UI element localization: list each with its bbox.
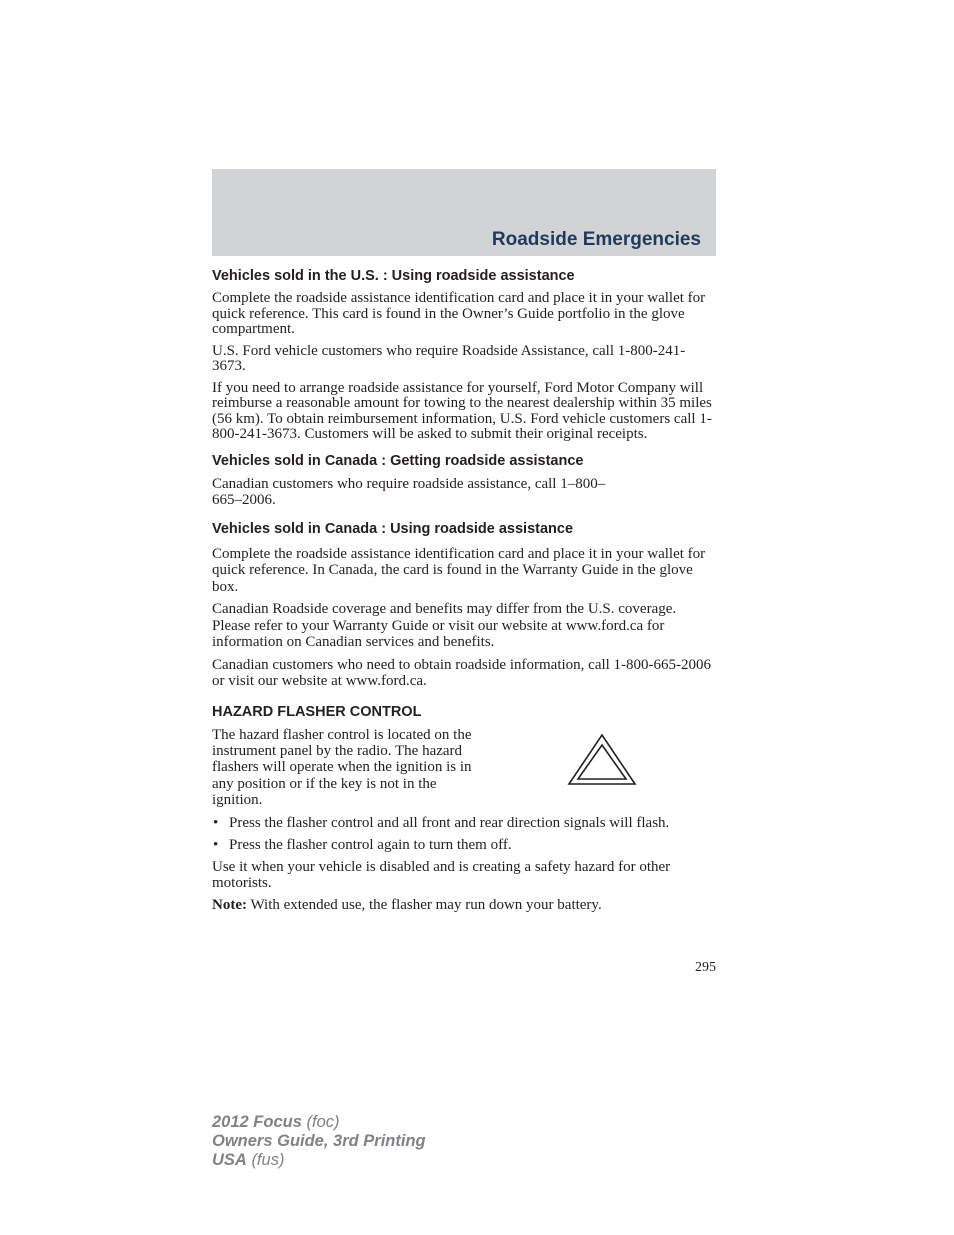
heading-canada-getting: Vehicles sold in Canada : Getting roadside assistance [212,452,584,469]
footer-line-model: 2012 Focus (foc) [212,1113,340,1131]
paragraph: If you need to arrange roadside assistance for yourself, Ford Motor Company will reimburse a reasonable amount for towing to the nearest dealership within 35 miles (56 km). To obtain reimbursement information, U.S. Ford vehicle customers call 1-800-241-3673. Customers will be asked to submit their original receipts. [212,379,712,442]
paragraph: Complete the roadside assistance identification card and place it in your wallet for quick reference. In Canada, the card is found in the Warranty Guide in the glove box. [212,545,706,595]
heading-us-roadside: Vehicles sold in the U.S. : Using roadside assistance [212,268,575,284]
footer-line-guide: Owners Guide, 3rd Printing [212,1132,426,1150]
page-number: 295 [695,960,716,975]
paragraph: The hazard flasher control is located on the instrument panel by the radio. The hazard flashers will operate when the ignition is in any position or if the key is not in the ignition. [212,726,472,809]
hazard-triangle-icon [567,733,637,787]
paragraph: U.S. Ford vehicle customers who require Roadside Assistance, call 1-800-241-3673. [212,342,686,374]
hazard-section [212,727,716,809]
heading-canada-using: Vehicles sold in Canada : Using roadside assistance [212,520,574,537]
note-label: Note: [212,896,247,913]
paragraph: Canadian customers who require roadside assistance, call 1–800–665–2006. [212,475,606,508]
heading-hazard-flasher: HAZARD FLASHER CONTROL [212,703,422,720]
page-content [212,266,716,919]
footer-line-market: USA (fus) [212,1151,285,1169]
paragraph: Use it when your vehicle is disabled and is creating a safety hazard for other motorists. [212,858,671,892]
paragraph: Complete the roadside assistance identification card and place it in your wallet for quick reference. This card is found in the Owner’s Guide portfolio in the glove compartment. [212,290,706,337]
paragraph: Canadian Roadside coverage and benefits may differ from the U.S. coverage. Please refer to your Warranty Guide or visit our website at www.ford.ca for information on Canadian services and benefits. [212,601,677,650]
note-text: With extended use, the flasher may run down your battery. [250,896,602,913]
section-header-band [212,169,716,256]
document-footer [212,1113,426,1170]
list-item: • Press the flasher control again to turn them off. [213,836,512,853]
note-paragraph [212,898,716,914]
section-title: Roadside Emergencies [491,229,701,250]
paragraph: Canadian customers who need to obtain roadside information, call 1-800-665-2006 or visit our website at www.ford.ca. [212,656,712,689]
list-item: • Press the flasher control and all front and rear direction signals will flash. [213,814,670,831]
hazard-bullet-list [212,815,716,853]
